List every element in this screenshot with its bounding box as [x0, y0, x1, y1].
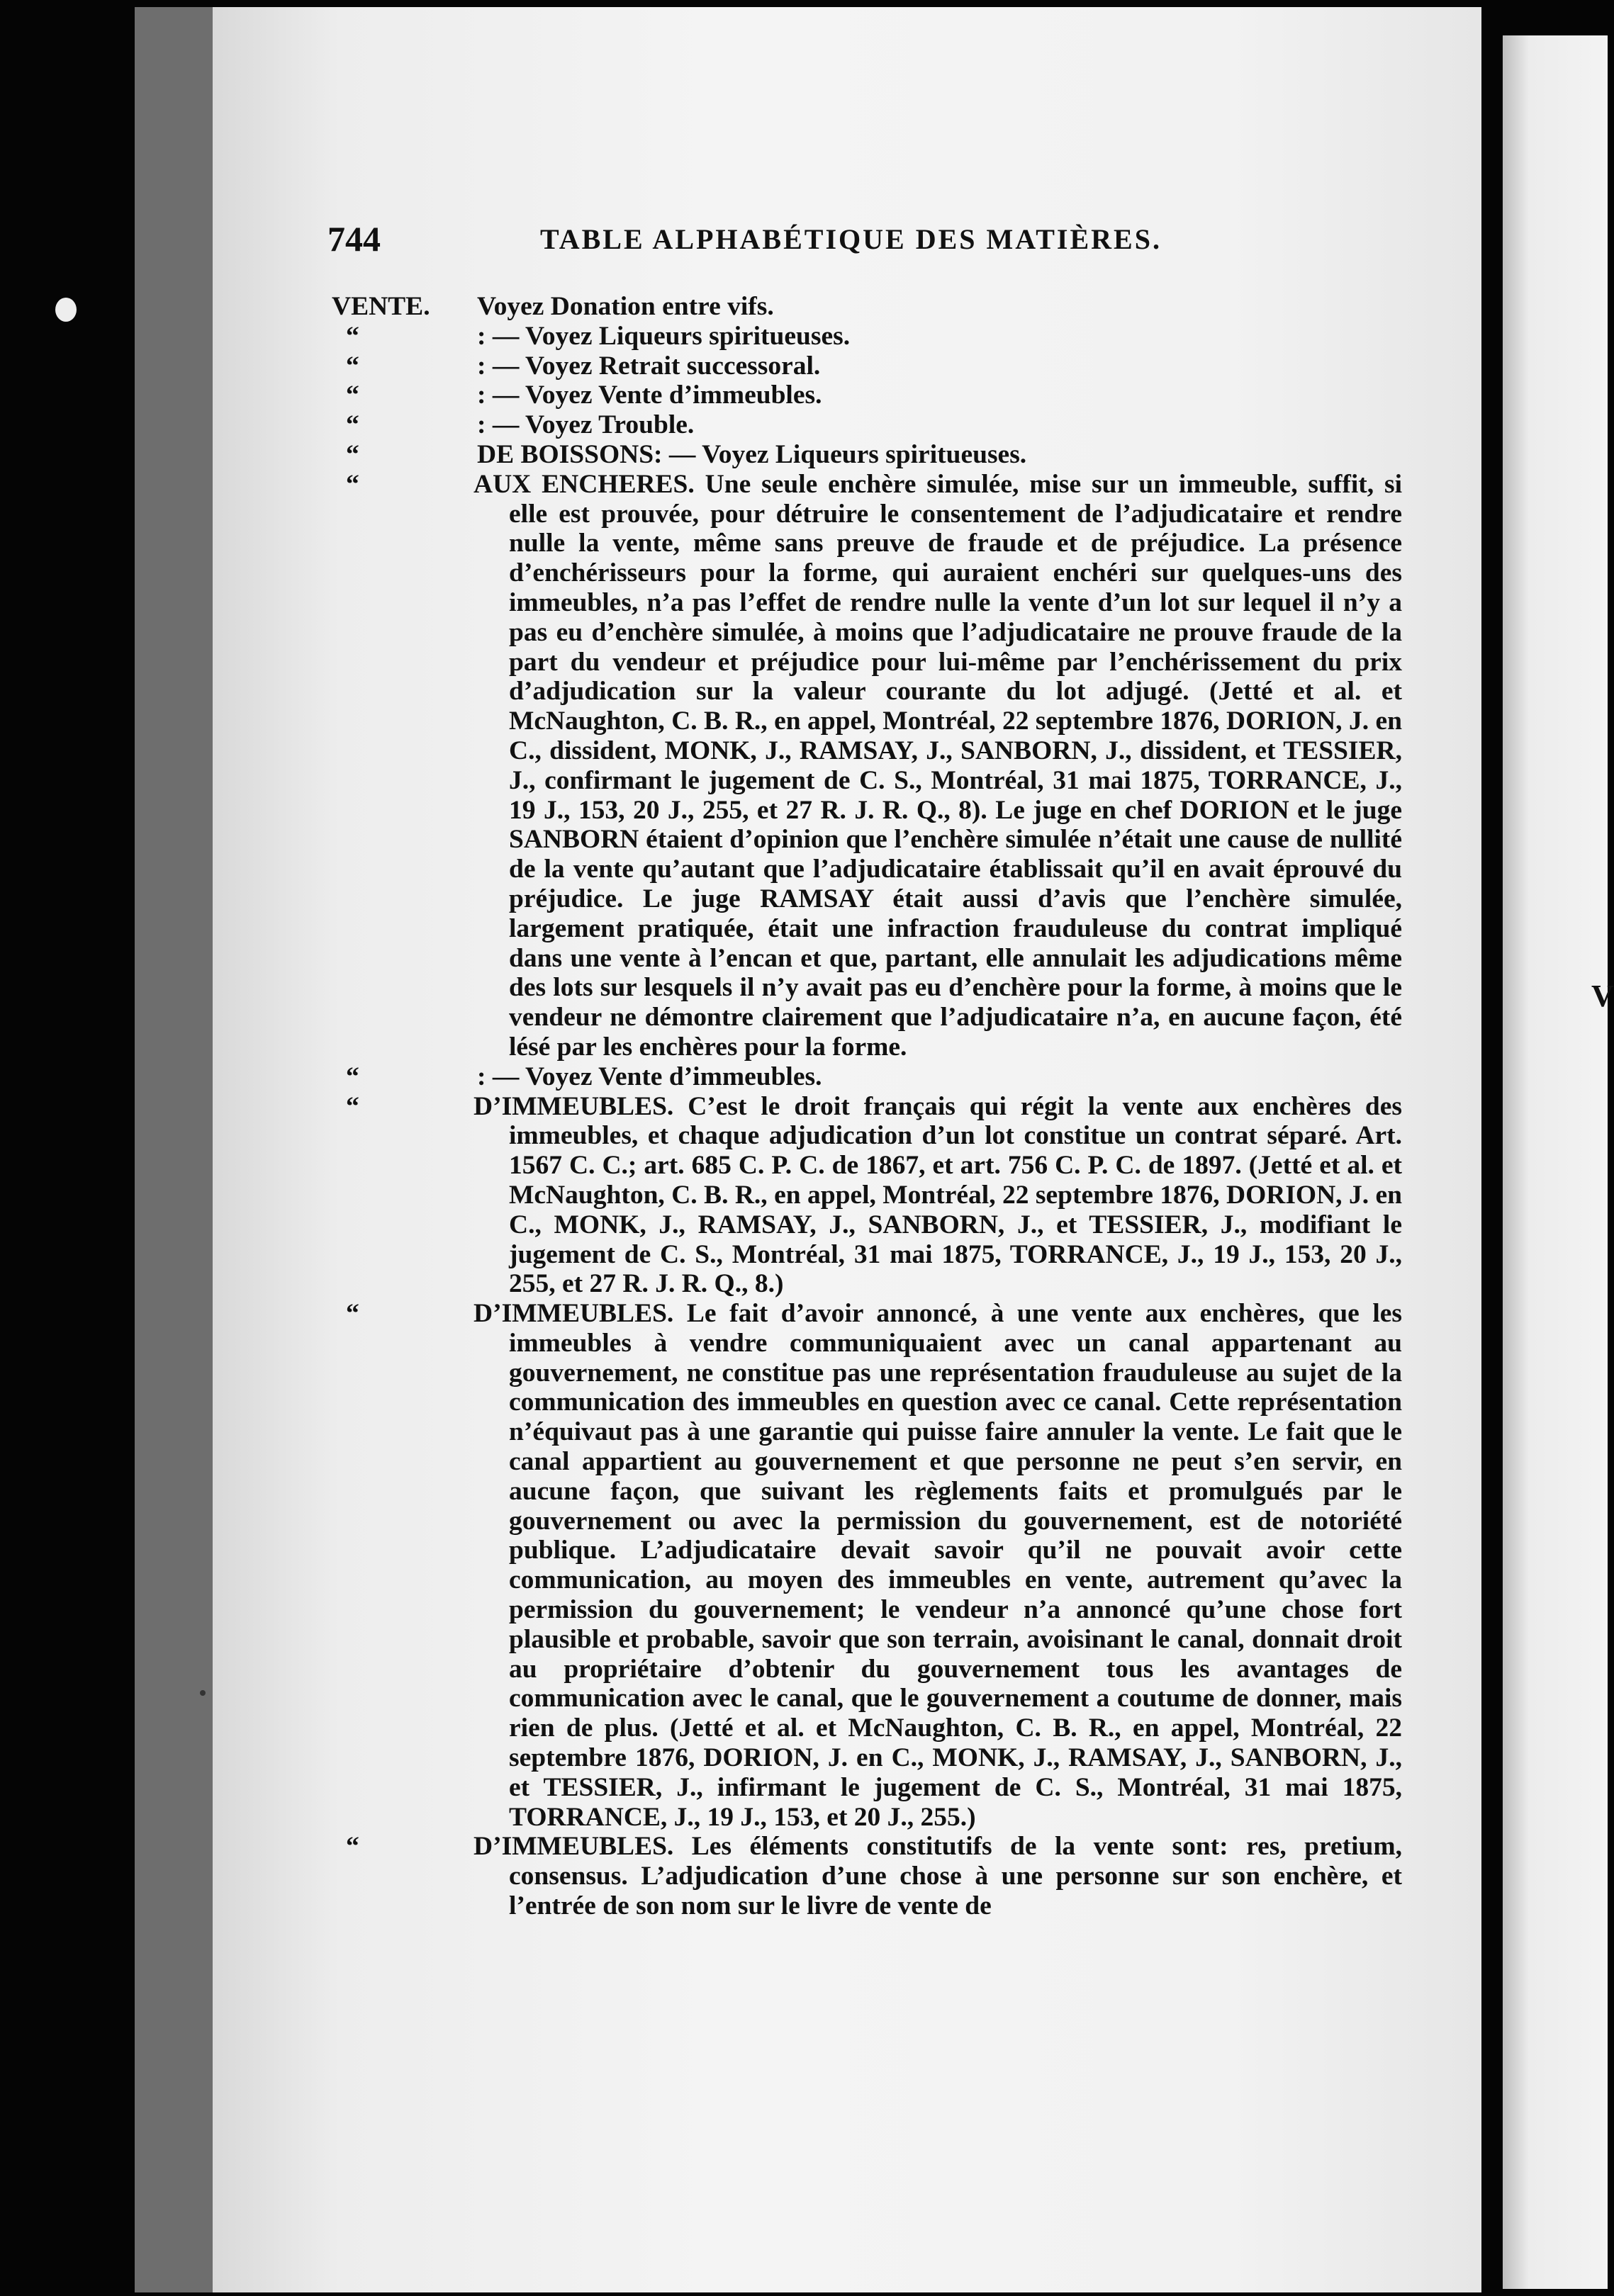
- index-entry: [332, 381, 1402, 410]
- entry-text: [473, 469, 1402, 1062]
- index-entry: [332, 410, 1402, 440]
- index-entry: [332, 470, 1402, 1062]
- index-entry: [332, 1062, 1402, 1092]
- running-header: [327, 218, 1405, 261]
- entry-ditto-mark: “: [346, 381, 359, 410]
- entry-ditto-mark: “: [346, 439, 359, 469]
- adjacent-page-letter: V: [1591, 979, 1614, 1013]
- document-page: [213, 7, 1481, 2292]
- page-number: 744: [327, 219, 381, 259]
- entry-heading: D’IMMEUBLES.: [473, 1299, 674, 1329]
- entry-heading: AUX ENCHERES.: [473, 469, 695, 499]
- entry-heading: D’IMMEUBLES.: [473, 1091, 674, 1121]
- adjacent-page-edge: [1503, 35, 1614, 2289]
- entry-heading: D’IMMEUBLES.: [473, 1832, 674, 1862]
- index-entry: [332, 1299, 1402, 1832]
- entry-text: [473, 1832, 1402, 1921]
- index-entry: [332, 322, 1402, 351]
- entry-ditto-mark: “: [346, 1832, 359, 1862]
- index-entry: [332, 351, 1402, 381]
- index-entries: [332, 292, 1402, 1921]
- entry-text: Voyez Donation entre vifs.: [477, 292, 774, 321]
- index-entry: [332, 1092, 1402, 1300]
- scan-speck: [200, 1690, 206, 1696]
- entry-text: [473, 1091, 1403, 1300]
- entry-ditto-mark: “: [346, 1091, 359, 1121]
- entry-body-text: Une seule enchère simulée, mise sur un immeuble, suffit, si elle est prouvée, pour détruire le consentement de l’adjudicataire et rendre nulle la vente, même sans preuve de fraude et de préjudice. La présence d’enchérisseurs pour la forme, qui auraient enchéri sur quelques-uns des immeubles, n’a pas l’effet de rendre nulle la vente d’un lot sur lequel il n’y a pas eu d’enchère simulée, à moins que l’adjudicataire ne prouve fraude de la part du vendeur et préjudice pour lui-même par l’enchérissement du prix d’adjudication sur la valeur courante du lot adjugé. (Jetté et al. et McNaughton, C. B. R., en appel, Montréal, 22 septembre 1876, DORION, J. en C., dissident, MONK, J., RAMSAY, J., SANBORN, J., dissident, et TESSIER, J., confirmant le jugement de C. S., Montréal, 31 mai 1875, TORRANCE, J., 19 J., 153, 20 J., 255, et 27 R. J. R. Q., 8). Le juge en chef DORION et le juge SANBORN étaient d’opinion que l’enchère simulée n’était une cause de nullité de la vente qu’autant que l’adjudicataire établissait qu’il en avait éprouvé du préjudice. Le juge RAMSAY était aussi d’avis que l’enchère simulée, largement pratiquée, était une infraction frauduleuse du contrat impliqué dans une vente à l’encan et que, partant, elle annulait les adjudications même des lots sur lesquels il n’y avait pas eu d’enchère pour la forme, à moins que le vendeur ne démontre clairement que l’adjudicataire n’a, en aucune façon, été lésé par les enchères pour la forme.: [509, 469, 1402, 1062]
- entry-text: [473, 1299, 1403, 1832]
- entry-ditto-mark: “: [346, 1299, 359, 1329]
- entry-ditto-mark: “: [346, 469, 359, 499]
- entry-ditto-mark: “: [346, 1062, 359, 1091]
- entry-body-text: C’est le droit français qui régit la vente aux enchères des immeubles, et chaque adjudication d’un lot constitue un contrat séparé. Art. 1567 C. C.; art. 685 C. P. C. de 1867, et art. 756 C. P. C. de 1897. (Jetté et al. et McNaughton, C. B. R., en appel, Montréal, 22 septembre 1876, DORION, J. en C., MONK, J., RAMSAY, J., SANBORN, J., et TESSIER, J., modifiant le jugement de C. S., Montréal, 31 mai 1875, TORRANCE, J., 19 J., 153, 20 J., 255, et 27 R. J. R. Q., 8.): [509, 1091, 1403, 1299]
- entry-text: DE BOISSONS: — Voyez Liqueurs spiritueuses.: [477, 439, 1027, 469]
- entry-body-text: Les éléments constitutifs de la vente sont: res, pretium, consensus. L’adjudication d’une chose à une personne sur son enchère, et l’entrée de son nom sur le livre de vente de: [509, 1832, 1402, 1921]
- entry-body-text: Le fait d’avoir annoncé, à une vente aux enchères, que les immeubles à vendre communiquaient avec un canal appartenant au gouvernement, ne constitue pas une représentation frauduleuse au sujet de la communication des immeubles en question avec ce canal. Cette représentation n’équivaut pas à une garantie qui puisse faire annuler la vente. Le fait que le canal appartient au gouvernement et que personne ne peut s’en servir, en aucune façon, que suivant les règlements faits et promulgués par le gouvernement ou avec la permission du gouvernement, est de notoriété publique. L’adjudicataire devait savoir qu’il ne pouvait avoir cette communication, au moyen des immeubles en vente, autrement qu’avec la permission du gouvernement; le vendeur n’a annoncé qu’une chose fort plausible et probable, savoir que son terrain, avoisinant le canal, donnait droit au propriétaire d’obtenir du gouvernement tous les avantages de communication avec le canal, que le gouvernement a coutume de donner, mais rien de plus. (Jetté et al. et McNaughton, C. B. R., en appel, Montréal, 22 septembre 1876, DORION, J. en C., MONK, J., RAMSAY, J., SANBORN, J., et TESSIER, J., infirmant le jugement de C. S., Montréal, 31 mai 1875, TORRANCE, J., 19 J., 153, et 20 J., 255.): [509, 1299, 1403, 1832]
- index-entry: [332, 440, 1402, 470]
- entry-text: : — Voyez Vente d’immeubles.: [477, 381, 822, 410]
- entry-text: : — Voyez Vente d’immeubles.: [477, 1062, 822, 1091]
- entry-text: : — Voyez Liqueurs spiritueuses.: [477, 321, 851, 351]
- entry-ditto-mark: “: [346, 321, 359, 351]
- page-title: TABLE ALPHABÉTIQUE DES MATIÈRES.: [540, 223, 1162, 255]
- entry-ditto-mark: “: [346, 351, 359, 381]
- entry-text: : — Voyez Trouble.: [477, 410, 695, 440]
- index-entry: [332, 292, 1402, 322]
- scan-speck: [55, 298, 77, 322]
- entry-text: : — Voyez Retrait successoral.: [477, 351, 821, 381]
- index-entry: [332, 1832, 1402, 1920]
- entry-lead: VENTE.: [332, 292, 430, 321]
- entry-ditto-mark: “: [346, 410, 359, 440]
